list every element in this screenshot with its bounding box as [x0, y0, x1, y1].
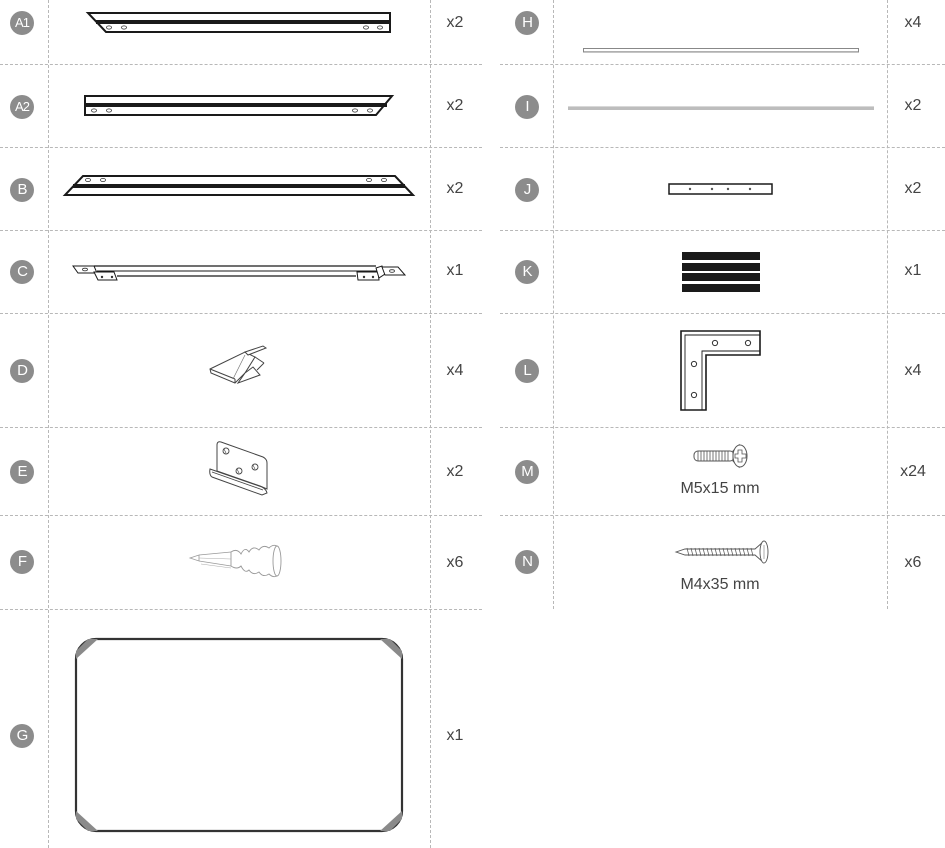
rail-b-icon	[63, 175, 415, 197]
part-badge: G	[10, 724, 34, 748]
part-quantity: x2	[446, 14, 464, 31]
part-quantity: x4	[904, 14, 922, 31]
hook-plate-icon	[208, 439, 270, 495]
part-quantity: x6	[446, 554, 464, 571]
rail-a1-icon	[86, 12, 392, 34]
grid-vline	[553, 0, 554, 609]
drywall-anchor-icon	[189, 544, 287, 580]
grid-vline	[887, 0, 888, 609]
part-quantity: x6	[904, 554, 922, 571]
grid-hline	[0, 609, 482, 610]
part-quantity: x4	[446, 362, 464, 379]
strips-icon	[682, 252, 760, 293]
part-badge: A1	[10, 11, 34, 35]
grid-hline	[500, 64, 945, 65]
grid-hline	[500, 427, 945, 428]
part-quantity: x24	[900, 463, 926, 480]
part-badge: N	[515, 550, 539, 574]
grid-hline	[0, 515, 482, 516]
part-badge: F	[10, 550, 34, 574]
part-badge: D	[10, 359, 34, 383]
thin-rod-icon	[583, 48, 859, 53]
part-badge: H	[515, 11, 539, 35]
part-quantity: x2	[904, 97, 922, 114]
part-quantity: x2	[446, 97, 464, 114]
part-badge: K	[515, 260, 539, 284]
grid-hline	[0, 313, 482, 314]
panel-icon	[74, 637, 404, 833]
part-quantity: x2	[446, 180, 464, 197]
part-badge: L	[515, 359, 539, 383]
grid-hline	[0, 147, 482, 148]
machine-screw-icon	[693, 443, 749, 469]
part-quantity: x2	[904, 180, 922, 197]
rod-icon	[568, 106, 874, 111]
part-spec: M4x35 mm	[680, 576, 760, 593]
wood-screw-icon	[675, 539, 771, 565]
part-badge: A2	[10, 95, 34, 119]
rail-a2-icon	[84, 95, 394, 117]
part-quantity: x1	[446, 727, 464, 744]
part-badge: J	[515, 178, 539, 202]
grid-vline	[48, 0, 49, 848]
grid-hline	[0, 427, 482, 428]
part-spec: M5x15 mm	[680, 480, 760, 497]
part-quantity: x2	[446, 463, 464, 480]
connector-plate-icon	[668, 183, 774, 196]
corner-bracket-icon	[680, 330, 762, 412]
crossbar-icon	[72, 264, 406, 282]
grid-hline	[0, 64, 482, 65]
part-quantity: x1	[904, 262, 922, 279]
part-badge: I	[515, 95, 539, 119]
part-quantity: x1	[446, 262, 464, 279]
grid-hline	[0, 230, 482, 231]
grid-hline	[500, 230, 945, 231]
part-quantity: x4	[904, 362, 922, 379]
part-badge: C	[10, 260, 34, 284]
clip-bracket-icon	[207, 345, 269, 387]
part-badge: B	[10, 178, 34, 202]
grid-vline	[430, 0, 431, 848]
grid-hline	[500, 313, 945, 314]
grid-hline	[500, 147, 945, 148]
part-badge: M	[515, 460, 539, 484]
grid-hline	[500, 515, 945, 516]
part-badge: E	[10, 460, 34, 484]
